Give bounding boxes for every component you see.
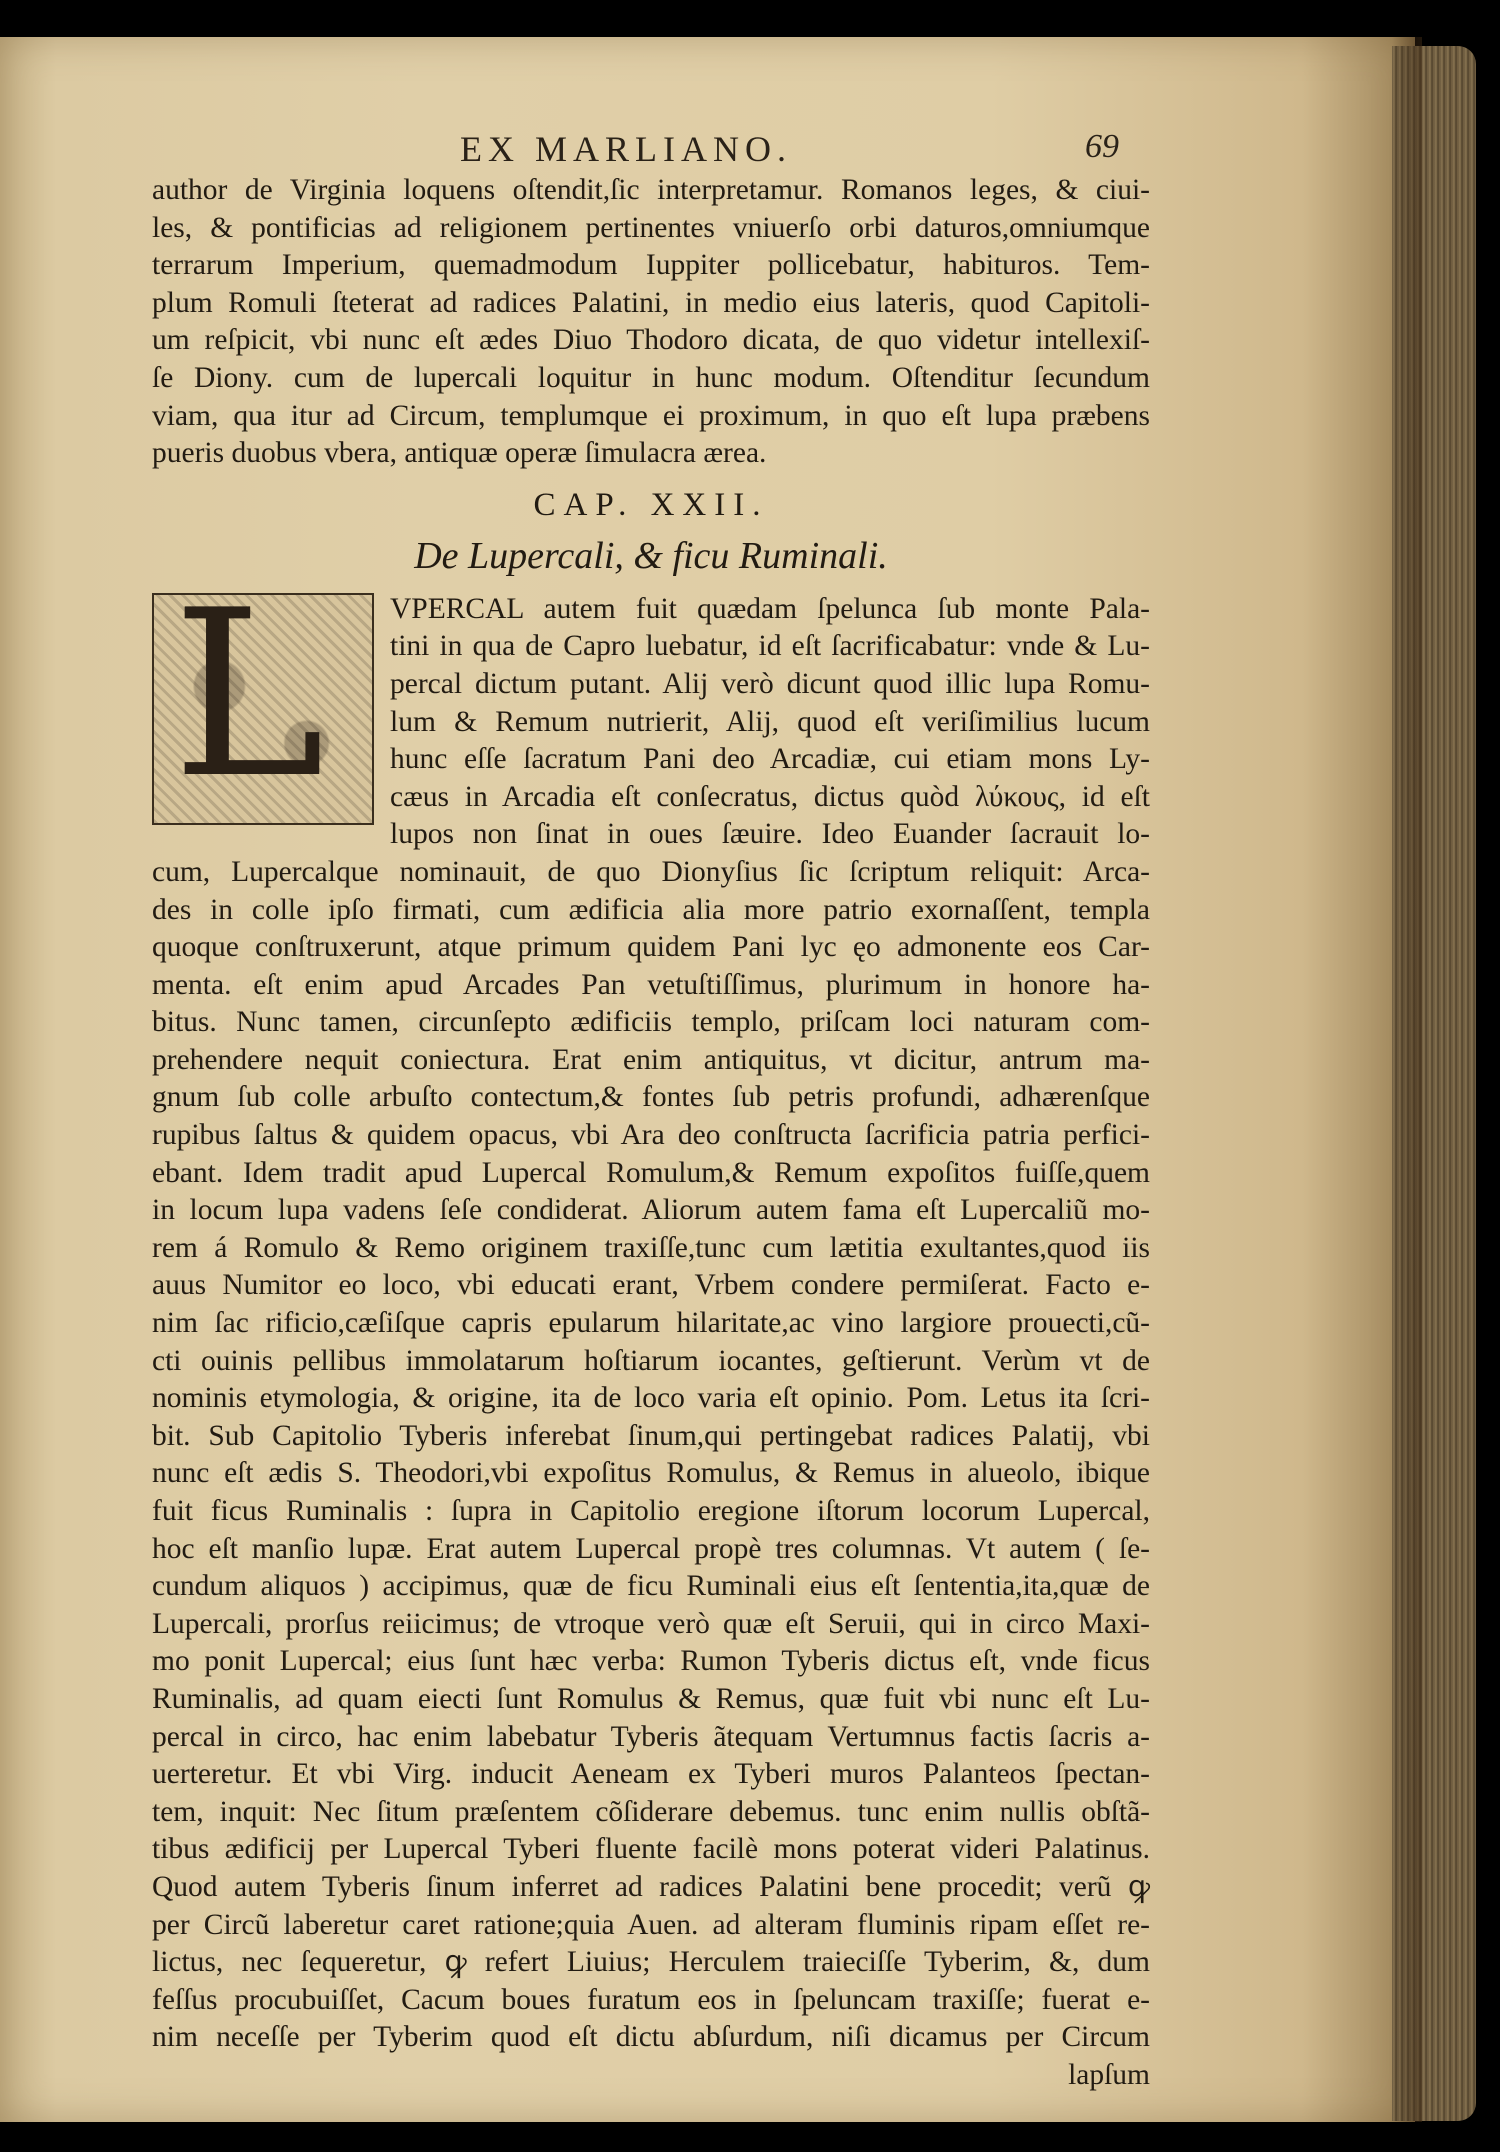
text-line: Lupercali, prorſus reiicimus; de vtroque verò quæ eſt Seruii, qui in circo Maxi- bbox=[152, 1607, 1150, 1640]
text-line: des in colle ipſo firmati, cum ædificia alia more patrio exornaſſent, templa bbox=[152, 893, 1150, 926]
text-line: menta. eſt enim apud Arcades Pan vetuſtiſſimus, plurimum in honore ha- bbox=[152, 968, 1150, 1001]
text-line: pueris duobus vbera, antiquæ operæ ſimulacra ærea. bbox=[152, 437, 767, 470]
text-line: rupibus ſaltus & quidem opacus, vbi Ara deo conſtructa ſacrificia patria perfici- bbox=[152, 1119, 1150, 1152]
main-paragraph bbox=[152, 854, 1150, 2057]
text-line: gnum ſub colle arbuſto contectum,& fontes ſub petris profundi, adhærenſque bbox=[152, 1081, 1150, 1114]
text-line: ebant. Idem tradit apud Lupercal Romulum,& Remum expoſitos fuiſſe,quem bbox=[152, 1156, 1150, 1189]
text-line: nunc eſt ædis S. Theodori,vbi expoſitus Romulus, & Remus in alueolo, ibique bbox=[152, 1457, 1150, 1490]
text-line: mo ponit Lupercal; eius ſunt hæc verba: Rumon Tyberis dictus eſt, vnde ficus bbox=[152, 1645, 1150, 1678]
text-line: prehendere nequit coniectura. Erat enim antiquitus, vt dicitur, antrum ma- bbox=[152, 1043, 1150, 1076]
text-line: cæus in Arcadia eſt conſecratus, dictus quòd λύκους, id eſt bbox=[390, 780, 1150, 813]
text-line: auus Numitor eo loco, vbi educati erant, Vrbem condere permiſerat. Facto e- bbox=[152, 1269, 1150, 1302]
chapter-number: CAP. XXII. bbox=[533, 486, 769, 523]
text-line: fuit ficus Ruminalis : ſupra in Capitolio eregione iſtorum locorum Lupercal, bbox=[152, 1495, 1150, 1527]
text-line: nominis etymologia, & origine, ita de loco varia eſt opinio. Pom. Letus ita ſcri- bbox=[152, 1382, 1150, 1415]
text-line: tini in qua de Capro luebatur, id eſt ſacrificabatur: vnde & Lu- bbox=[390, 630, 1150, 663]
text-line: bit. Sub Capitolio Tyberis inferebat ſinum,qui pertingebat radices Palatij, vbi bbox=[152, 1419, 1150, 1452]
text-line: per Circũ laberetur caret ratione;quia Auen. ad alteram fluminis ripam eſſet re- bbox=[152, 1908, 1150, 1941]
text-line: nim ſac rificio,cæſiſque capris epularum hilaritate,ac vino largiore prouecti,cũ- bbox=[152, 1307, 1150, 1340]
gutter-shadow bbox=[1392, 37, 1422, 2122]
initial-letter: L bbox=[172, 561, 325, 829]
text-line: feſſus procubuiſſet, Cacum boues furatum eos in ſpeluncam traxiſſe; fuerat e- bbox=[152, 1983, 1150, 2016]
text-line: percal in circo, hac enim labebatur Tyberis ãtequam Vertumnus factis ſacris a- bbox=[152, 1720, 1150, 1753]
chapter-title: De Lupercali, & ficu Ruminali. bbox=[414, 534, 888, 577]
text-line: plum Romuli ſteterat ad radices Palatini, in medio eius lateris, quod Capitoli- bbox=[152, 286, 1150, 319]
text-line: author de Virginia loquens oſtendit,ſic interpretamur. Romanos leges, & ciui- bbox=[152, 174, 1150, 206]
catchword: lapſum bbox=[1068, 2058, 1150, 2091]
text-line: terrarum Imperium, quemadmodum Iuppiter pollicebatur, habituros. Tem- bbox=[152, 249, 1150, 282]
text-line: hunc eſſe ſacratum Pani deo Arcadiæ, cui etiam mons Ly- bbox=[390, 743, 1150, 776]
text-line: hoc eſt manſio lupæ. Erat autem Lupercal propè tres columnas. Vt autem ( ſe- bbox=[152, 1532, 1150, 1565]
text-line: cundum aliquos ) accipimus, quæ de ficu Ruminali eius eſt ſententia,ita,quæ de bbox=[152, 1570, 1150, 1603]
text-line: viam, qua itur ad Circum, templumque ei proximum, in quo eſt lupa præbens bbox=[152, 399, 1150, 432]
text-line: quoque conſtruxerunt, atque primum quidem Pani lyc ęo admonente eos Car- bbox=[152, 931, 1150, 964]
text-line: rem á Romulo & Remo originem traxiſſe,tunc cum lætitia exultantes,quod iis bbox=[152, 1231, 1150, 1264]
intro-paragraph bbox=[152, 172, 1150, 473]
text-line: cum, Lupercalque nominauit, de quo Dionyſius ſic ſcriptum reliquit: Arca- bbox=[152, 855, 1150, 888]
text-line: nim neceſſe per Tyberim quod eſt dictu abſurdum, niſi dicamus per Circum bbox=[152, 2021, 1150, 2054]
text-block bbox=[152, 172, 1150, 2095]
text-line: tem, inquit: Nec ſitum præſentem cõſiderare debemus. tunc enim nullis obſtã- bbox=[152, 1795, 1150, 1828]
text-line: uerteretur. Et vbi Virg. inducit Aeneam ex Tyberi muros Palanteos ſpectan- bbox=[152, 1758, 1150, 1791]
text-line: ſe Diony. cum de lupercali loquitur in hunc modum. Oſtenditur ſecundum bbox=[152, 361, 1150, 394]
decorated-initial bbox=[152, 561, 374, 829]
text-line: lupos non ſinat in oues ſæuire. Ideo Euander ſacrauit lo- bbox=[390, 818, 1150, 851]
text-line: bitus. Nunc tamen, circunſepto ædificiis templo, priſcam loci naturam com- bbox=[152, 1006, 1150, 1039]
text-line: um reſpicit, vbi nunc eſt ædes Diuo Thodoro dicata, de quo videtur intellexiſ- bbox=[152, 324, 1150, 357]
text-line: Quod autem Tyberis ſinum inferret ad radices Palatini bene procedit; verũ ꝙ bbox=[152, 1870, 1150, 1903]
text-line: tibus ædificij per Lupercal Tyberi fluente facilè mons poterat videri Palatinus. bbox=[152, 1833, 1150, 1866]
text-line: Ruminalis, ad quam eiecti ſunt Romulus & Remus, quæ fuit vbi nunc eſt Lu- bbox=[152, 1682, 1150, 1715]
running-title: EX MARLIANO. bbox=[460, 129, 792, 169]
text-line: lum & Remum nutrierit, Alij, quod eſt veriſimilius lucum bbox=[390, 705, 1150, 738]
text-line: les, & pontificias ad religionem pertinentes vniuerſo orbi daturos,omniumque bbox=[152, 211, 1150, 244]
text-line: percal dictum putant. Alij verò dicunt quod illic lupa Romu- bbox=[390, 667, 1150, 700]
text-line: lictus, nec ſequeretur, ꝙ refert Liuius; Herculem traieciſſe Tyberim, &, dum bbox=[152, 1946, 1150, 1979]
text-line: VPERCAL autem fuit quædam ſpelunca ſub monte Pala- bbox=[390, 592, 1150, 625]
text-line: cti ouinis pellibus immolatarum hoſtiarum iocantes, geſtierunt. Verùm vt de bbox=[152, 1344, 1150, 1377]
chapter-opening bbox=[152, 561, 1150, 854]
text-line: in locum lupa vadens ſeſe condiderat. Aliorum autem fama eſt Lupercaliũ mo- bbox=[152, 1194, 1150, 1227]
page-number: 69 bbox=[1085, 128, 1119, 165]
